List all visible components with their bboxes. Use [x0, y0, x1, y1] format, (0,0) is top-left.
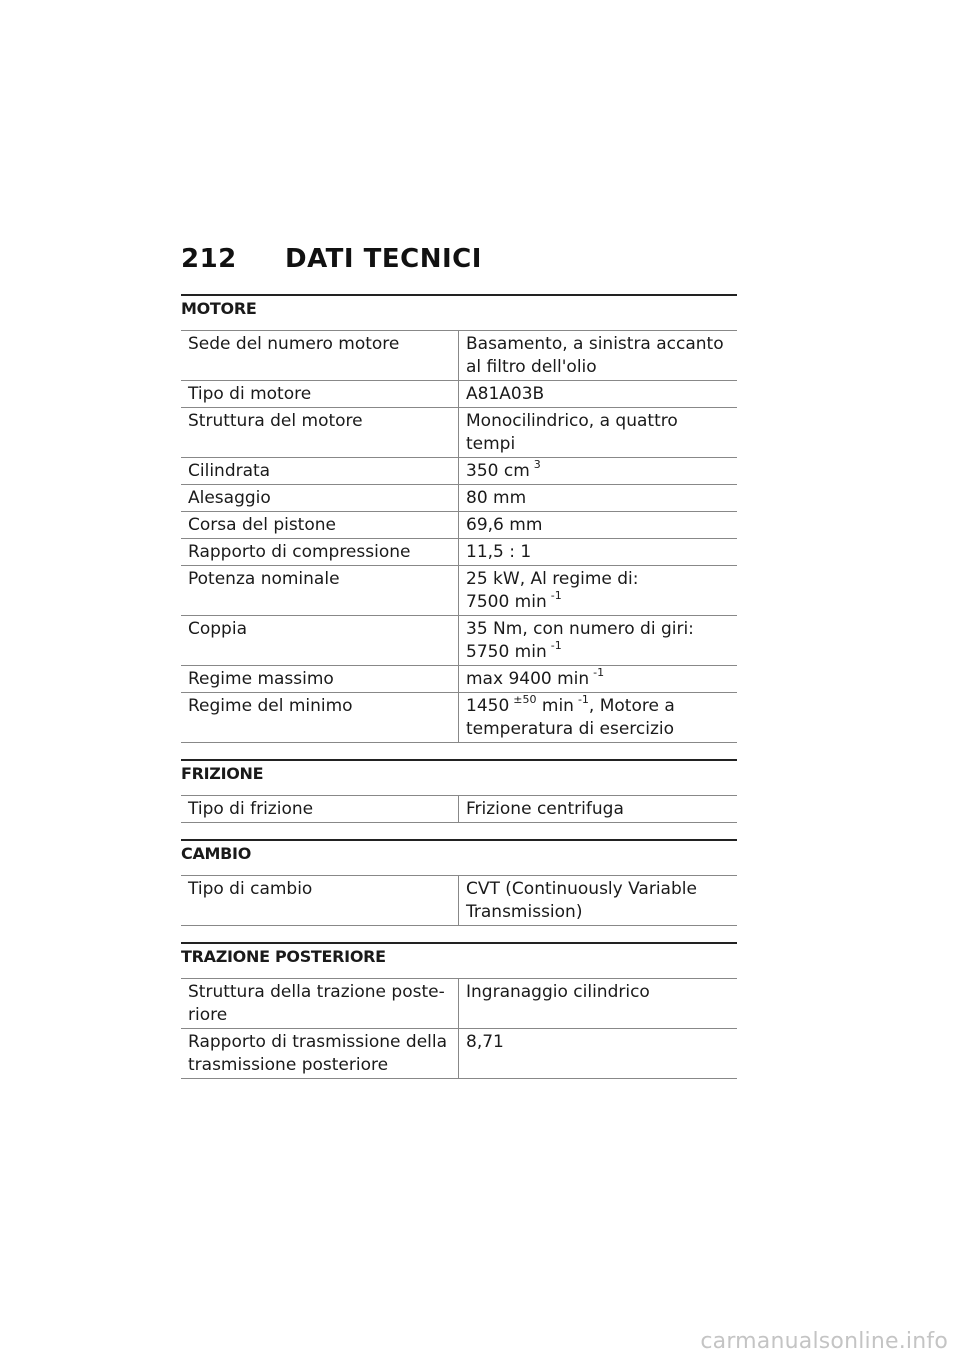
spec-content	[181, 294, 737, 1095]
watermark: carmanualsonline.info	[700, 1329, 948, 1354]
spec-value-text: 1450	[466, 696, 510, 716]
spec-value	[459, 693, 737, 742]
spec-label: Coppia	[181, 616, 459, 665]
spec-value: Basamento, a sinistra accanto al filtro dell'olio	[466, 334, 724, 377]
section-title: MOTORE	[181, 294, 737, 331]
spec-label: Tipo di frizione	[181, 796, 459, 822]
spec-value: Monocilindrico, a quattro tempi	[466, 411, 678, 454]
section-title: TRAZIONE POSTERIORE	[181, 942, 737, 979]
spec-value-text: min	[541, 696, 574, 716]
spec-value-text: max 9400 min	[466, 669, 590, 689]
spec-value-line: 35 Nm, con numero di giri:	[466, 619, 694, 639]
superscript: -1	[577, 693, 589, 706]
spec-value	[459, 566, 737, 615]
spec-label: Alesaggio	[181, 485, 459, 511]
section-title: FRIZIONE	[181, 759, 737, 796]
table-row	[181, 616, 737, 666]
spec-value	[459, 616, 737, 665]
table-row	[181, 512, 737, 539]
table-row	[181, 485, 737, 512]
spec-value-text: 350 cm	[466, 461, 530, 481]
superscript: -1	[593, 666, 605, 679]
superscript: -1	[550, 589, 562, 602]
spec-value: 11,5 : 1	[466, 542, 532, 562]
spec-label: Tipo di cambio	[181, 876, 459, 925]
superscript: ±50	[513, 693, 537, 706]
table-row	[181, 876, 737, 926]
page-header	[181, 244, 741, 280]
spec-label: Regime del minimo	[181, 693, 459, 742]
page-number: 212	[181, 244, 237, 274]
spec-value: A81A03B	[466, 384, 545, 404]
spec-label: Struttura del motore	[181, 408, 459, 457]
spec-value: 80 mm	[466, 488, 527, 508]
section-frizione	[181, 759, 737, 823]
spec-value	[459, 666, 737, 692]
spec-label: Struttura della trazione poste-riore	[181, 979, 459, 1028]
spec-value-line	[466, 591, 731, 614]
spec-value-text: 7500 min	[466, 592, 547, 612]
superscript: -1	[550, 639, 562, 652]
spec-value: CVT (Continuously Variable Transmission)	[466, 879, 697, 922]
spec-label: Rapporto di trasmissione della trasmissione posteriore	[181, 1029, 459, 1078]
table-row	[181, 331, 737, 381]
spec-value: Ingranaggio cilindrico	[466, 982, 650, 1002]
table-row	[181, 796, 737, 823]
table-row	[181, 458, 737, 485]
spec-value: 69,6 mm	[466, 515, 543, 535]
section-trazione	[181, 942, 737, 1079]
spec-value-text: , Motore a temperatura di esercizio	[466, 696, 675, 739]
table-row	[181, 979, 737, 1029]
table-row	[181, 408, 737, 458]
spec-value: 8,71	[466, 1032, 504, 1052]
spec-value-line: 25 kW, Al regime di:	[466, 569, 639, 589]
spec-label: Regime massimo	[181, 666, 459, 692]
table-row	[181, 566, 737, 616]
section-cambio	[181, 839, 737, 926]
spec-value-text: 5750 min	[466, 642, 547, 662]
spec-label: Rapporto di compressione	[181, 539, 459, 565]
spec-label: Cilindrata	[181, 458, 459, 484]
spec-label: Sede del numero motore	[181, 331, 459, 380]
spec-value: Frizione centrifuga	[466, 799, 624, 819]
table-row	[181, 1029, 737, 1079]
section-title: CAMBIO	[181, 839, 737, 876]
spec-value-line	[466, 641, 731, 664]
table-row	[181, 693, 737, 743]
page-title: DATI TECNICI	[285, 244, 482, 274]
spec-value	[459, 458, 737, 484]
table-row	[181, 666, 737, 693]
superscript: 3	[533, 458, 541, 471]
table-row	[181, 539, 737, 566]
spec-label: Potenza nominale	[181, 566, 459, 615]
spec-label: Corsa del pistone	[181, 512, 459, 538]
spec-label: Tipo di motore	[181, 381, 459, 407]
section-motore	[181, 294, 737, 743]
table-row	[181, 381, 737, 408]
